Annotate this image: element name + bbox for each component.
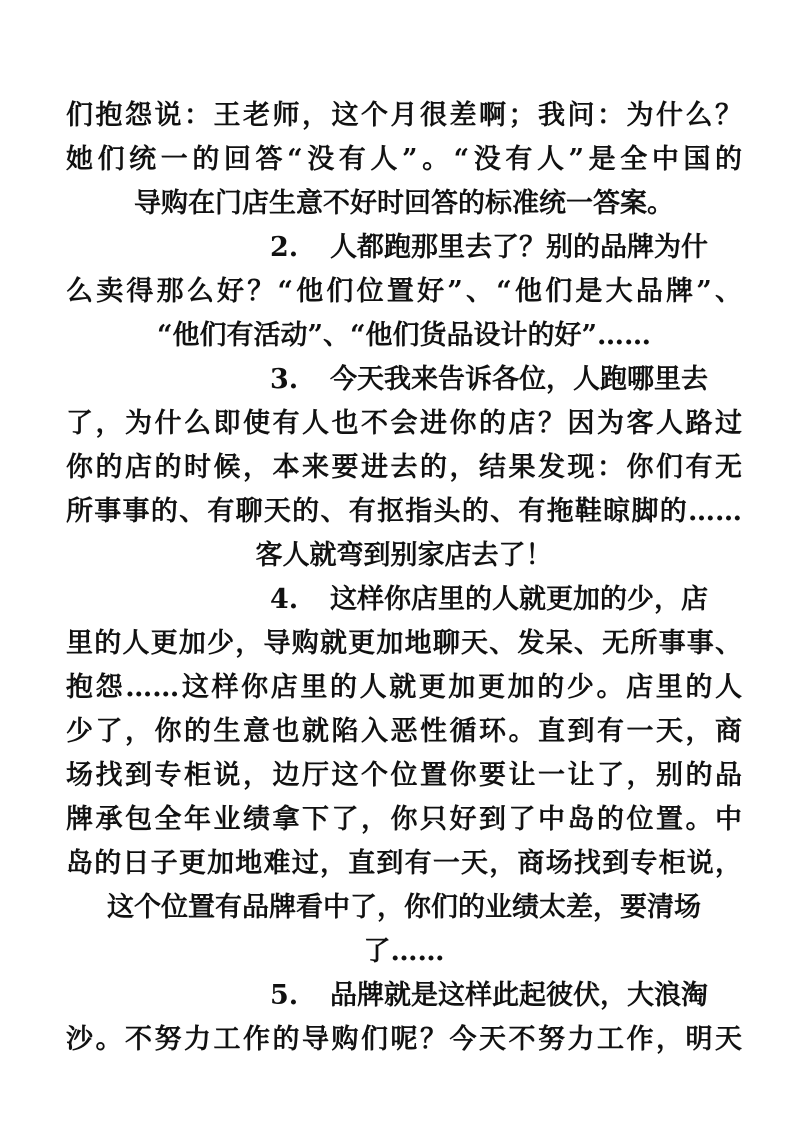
text-line: 里的人更加少，导购就更加地聊天、发呆、无所事事、 [66, 628, 742, 659]
numbered-paragraph-start [270, 976, 742, 1016]
text-line: 了…… [363, 936, 445, 967]
text-line: 场找到专柜说，边厅这个位置你要让一让了，别的品 [66, 760, 742, 791]
text-line: 你的店的时候，本来要进去的，结果发现：你们有无 [66, 452, 742, 483]
text-line: 抱怨……这样你店里的人就更加更加的少。店里的人 [66, 672, 742, 703]
numbered-paragraph-start [270, 580, 742, 620]
item-number: 5. [270, 980, 299, 1011]
item-number: 2. [270, 232, 299, 263]
text-line: 岛的日子更加地难过，直到有一天，商场找到专柜说， [66, 848, 742, 879]
text-line: 么卖得那么好？“他们位置好”、“他们是大品牌”、 [66, 276, 742, 307]
item-number: 4. [270, 584, 299, 615]
text-line: 人都跑那里去了？别的品牌为什 [330, 232, 708, 263]
text-line: 她们统一的回答“没有人”。“没有人”是全中国的 [66, 144, 742, 175]
text-line: 沙。不努力工作的导购们呢？今天不努力工作，明天 [66, 1024, 742, 1055]
text-line: 牌承包全年业绩拿下了，你只好到了中岛的位置。中 [66, 804, 742, 835]
text-line: 所事事的、有聊天的、有抠指头的、有拖鞋晾脚的…… [66, 496, 742, 527]
text-line: “他们有活动”、“他们货品设计的好”…… [156, 320, 652, 351]
text-line: 少了，你的生意也就陷入恶性循环。直到有一天，商 [66, 716, 742, 747]
numbered-paragraph-start [270, 360, 742, 400]
text-line: 这样你店里的人就更加的少，店 [330, 584, 708, 615]
numbered-paragraph-start [270, 228, 742, 268]
text-line: 品牌就是这样此起彼伏，大浪淘 [330, 980, 708, 1011]
text-line: 这个位置有品牌看中了，你们的业绩太差，要清场 [107, 892, 701, 923]
text-line: 们抱怨说：王老师，这个月很差啊；我问：为什么？ [66, 100, 742, 131]
text-line: 导购在门店生意不好时回答的标准统一答案。 [134, 188, 674, 219]
text-line: 今天我来告诉各位，人跑哪里去 [330, 364, 708, 395]
text-line: 客人就弯到别家店去了！ [255, 540, 553, 571]
item-number: 3. [270, 364, 299, 395]
text-line: 了，为什么即使有人也不会进你的店？因为客人路过 [66, 408, 742, 439]
